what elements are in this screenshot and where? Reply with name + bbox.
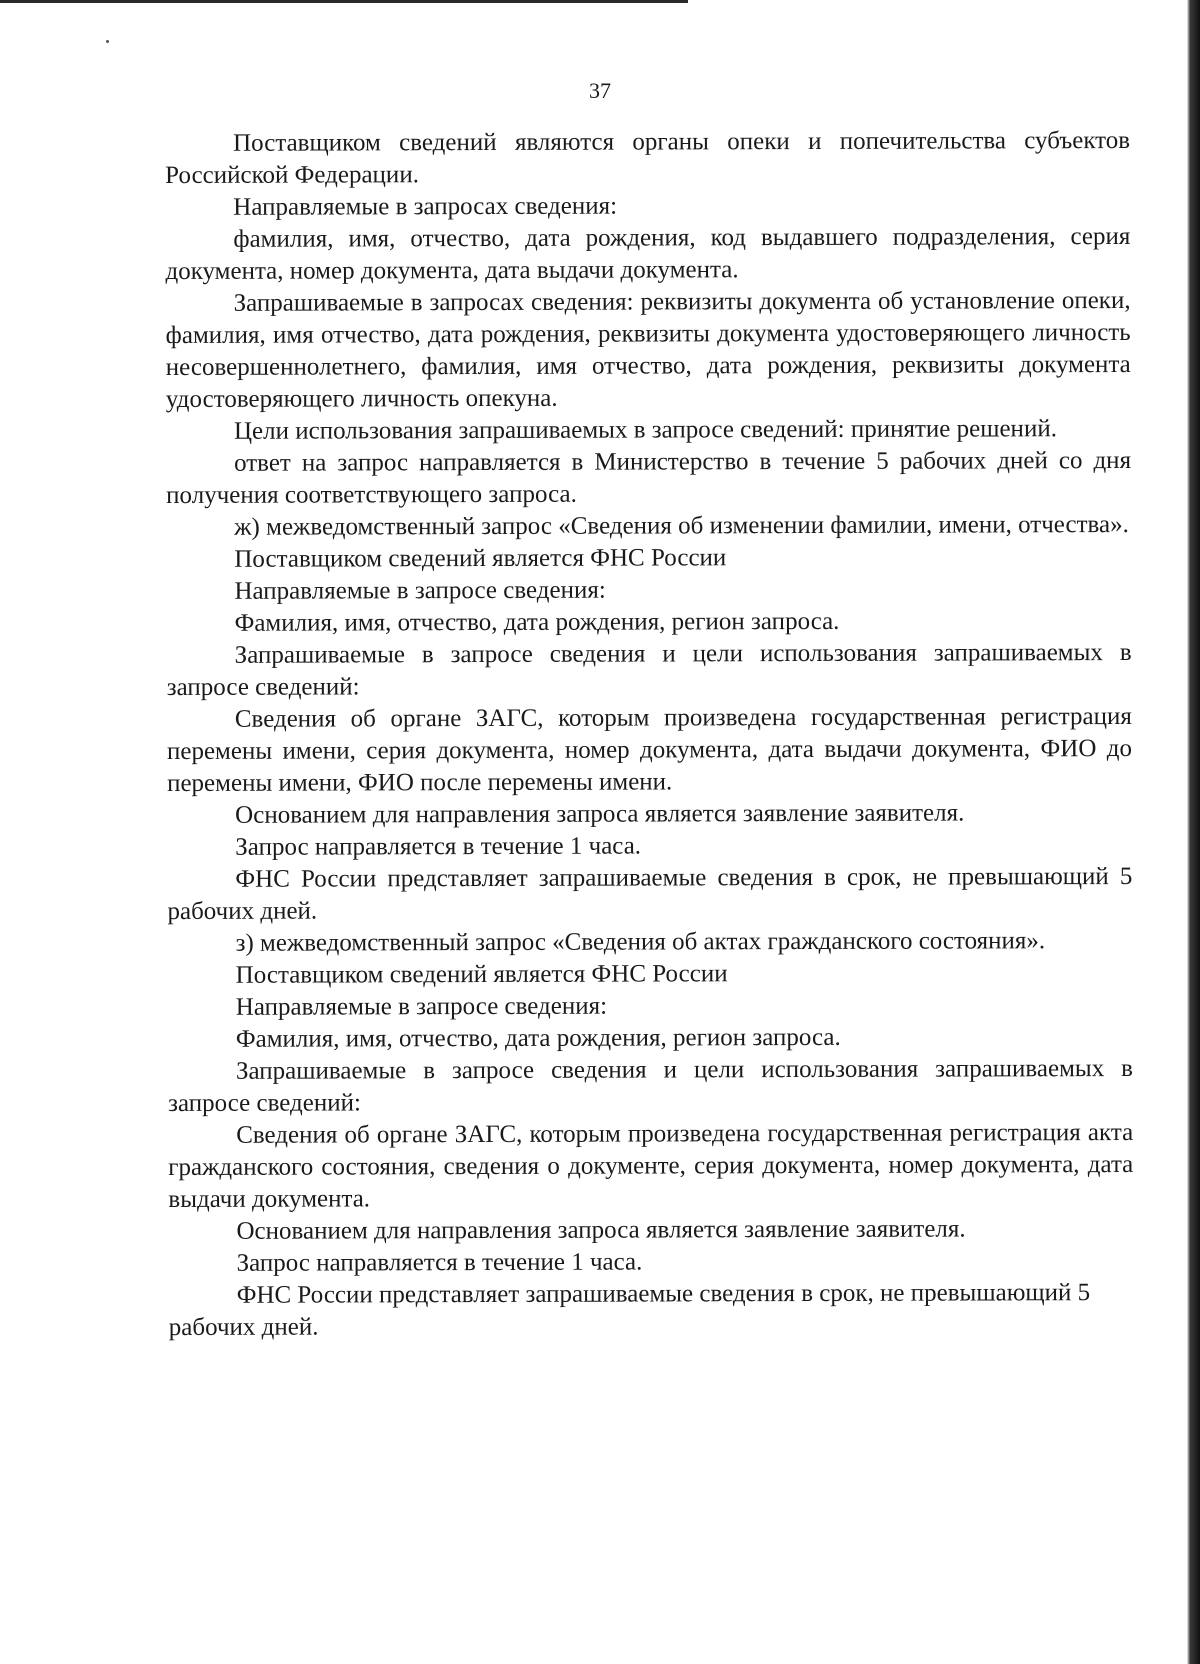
paragraph: ж) межведомственный запрос «Сведения об изменении фамилии, имени, отчества». [234, 510, 1129, 541]
scan-edge-right [1178, 0, 1200, 1664]
paragraph: Фамилия, имя, отчество, дата рождения, регион запроса. [234, 607, 840, 637]
paragraph: Поставщиком сведений являются органы опеки и попечительства субъектов Российской Федерации. [165, 126, 1131, 189]
paragraph: Поставщиком сведений является ФНС России [234, 544, 727, 573]
paragraph: Направляемые в запросе сведения: [235, 992, 608, 1021]
paragraph: Запрос направляется в течение 1 часа. [235, 832, 642, 861]
paragraph: Запрашиваемые в запросе сведения и цели использования запрашиваемых в запросе сведений: [168, 1054, 1134, 1117]
paragraph: ФНС России представляет запрашиваемые сведения в срок, не превышающий 5 рабочих дней. [167, 862, 1133, 925]
paragraph: Направляемые в запросах сведения: [233, 192, 618, 221]
paragraph: Направляемые в запросе сведения: [234, 576, 606, 605]
document-body [165, 125, 1134, 1344]
paragraph: ФНС России представляет запрашиваемые сведения в срок, не превышающий 5 рабочих дней. [168, 1279, 1091, 1341]
paragraph: Фамилия, имя, отчество, дата рождения, регион запроса. [235, 1023, 841, 1053]
paragraph: Запрашиваемые в запросе сведения и цели использования запрашиваемых в запросе сведений: [166, 638, 1132, 701]
paragraph: Запрос направляется в течение 1 часа. [236, 1248, 643, 1277]
scan-speck [106, 40, 109, 43]
paragraph: Сведения об органе ЗАГС, которым произведена государственная регистрация акта гражданского состояния, сведения о документе, серия документа, номер документа, дата выдачи документа. [168, 1118, 1134, 1213]
paragraph: фамилия, имя, отчество, дата рождения, код выдавшего подразделения, серия документа, номер документа, дата выдачи документа. [165, 222, 1131, 285]
paragraph: Основанием для направления запроса является заявление заявителя. [235, 799, 965, 829]
page-number: 37 [589, 78, 611, 103]
paragraph: Поставщиком сведений является ФНС России [235, 960, 728, 989]
paragraph: Цели использования запрашиваемых в запросе сведений: принятие решений. [233, 415, 1057, 445]
paragraph: Сведения об органе ЗАГС, которым произведена государственная регистрация перемены имени, серия документа, номер документа, дата выдачи документа, ФИО до перемены имени, ФИО после перемены имени. [166, 702, 1132, 797]
paragraph: Запрашиваемые в запросах сведения: реквизиты документа об установление опеки, фамилия, имя отчество, дата рождения, реквизиты документа удостоверяющего личность несовершеннолетнего, фамилия, имя отчество, дата рождения, реквизиты документа удостоверяющего личность опекуна. [165, 286, 1131, 413]
paragraph: ответ на запрос направляется в Министерство в течение 5 рабочих дней со дня получения соответствующего запроса. [166, 446, 1132, 509]
paragraph: Основанием для направления запроса является заявление заявителя. [236, 1215, 966, 1245]
scan-edge-top [0, 0, 688, 3]
paragraph: з) межведомственный запрос «Сведения об актах гражданского состояния». [235, 927, 1046, 957]
